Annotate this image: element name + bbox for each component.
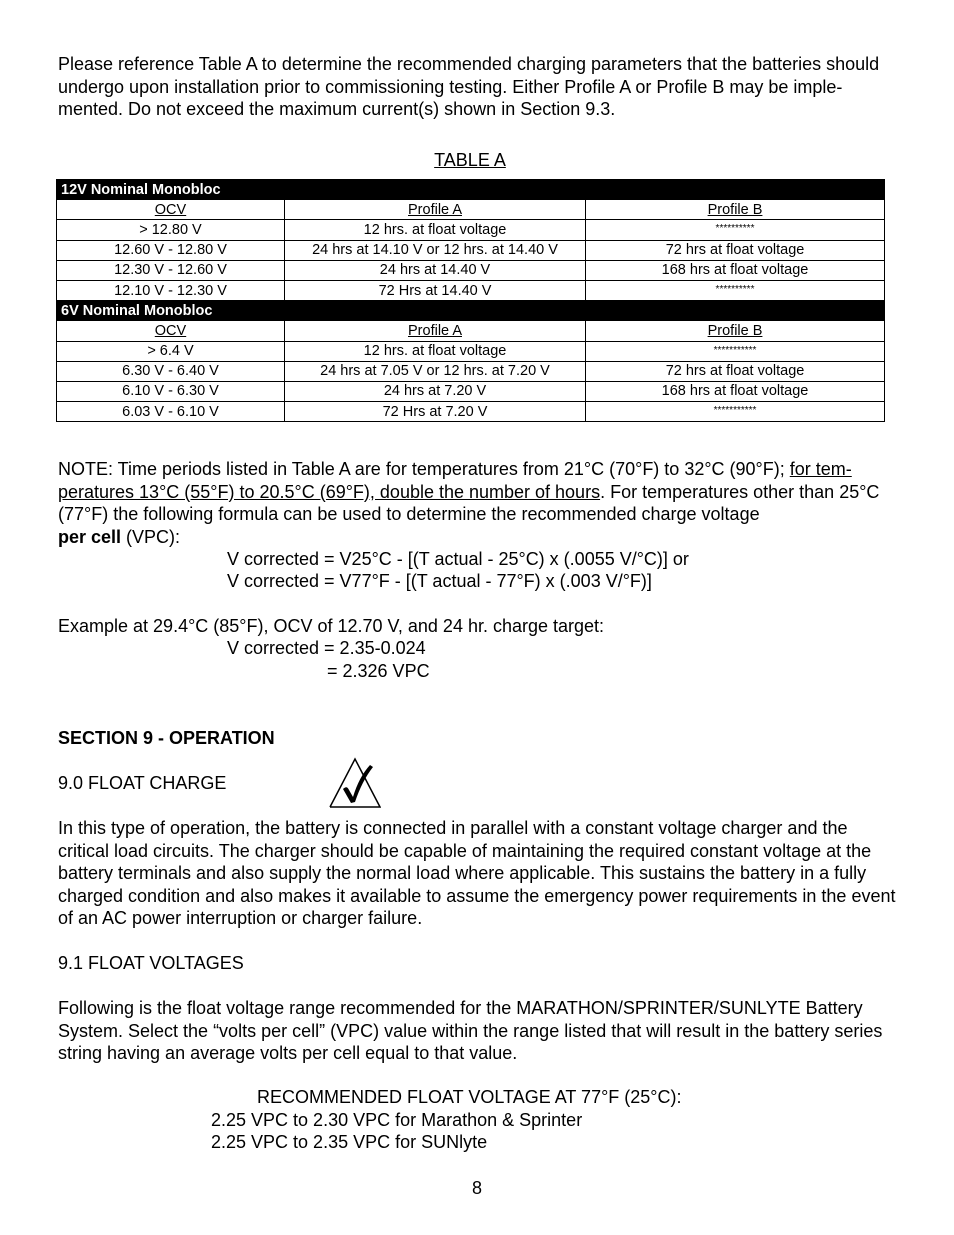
table-cell: 12.60 V - 12.80 V [57, 240, 285, 260]
table-cell: > 6.4 V [57, 341, 285, 361]
table-column-header: OCV [57, 321, 285, 341]
example-line-2: = 2.326 VPC [327, 661, 430, 681]
table-cell: 72 hrs at float voltage [586, 240, 885, 260]
recommended-marathon-sprinter: 2.25 VPC to 2.30 VPC for Marathon & Sprinter [211, 1110, 583, 1130]
table-row [57, 341, 885, 361]
table-row [57, 402, 885, 422]
table-column-header: Profile B [586, 200, 885, 220]
note-underlined: for tem-peratures 13°C (55°F) to 20.5°C (69°F), double the number of hours [58, 459, 852, 502]
table-cell: > 12.80 V [57, 220, 285, 240]
table-cell: 6.10 V - 6.30 V [57, 381, 285, 401]
table-cell: 24 hrs at 14.40 V [285, 260, 586, 280]
table-column-header: Profile B [586, 321, 885, 341]
table-title: TABLE A [434, 150, 506, 170]
formula-fahrenheit: V corrected = V77°F - [(T actual - 77°F) x (.003 V/°F)] [227, 571, 652, 591]
table-cell: 72 Hrs at 14.40 V [285, 280, 586, 300]
table-cell: 12 hrs. at float voltage [285, 341, 586, 361]
table-row [57, 260, 885, 280]
float-charge-heading: 9.0 FLOAT CHARGE [58, 773, 227, 793]
example-text: Example at 29.4°C (85°F), OCV of 12.70 V, and 24 hr. charge target: [58, 616, 605, 636]
table-cell: 168 hrs at float voltage [586, 260, 885, 280]
table-section-header: 12V Nominal Monobloc [57, 180, 885, 200]
table-cell: 6.03 V - 6.10 V [57, 402, 285, 422]
table-cell: ********** [586, 220, 885, 240]
table-column-header: Profile A [285, 321, 586, 341]
table-row [57, 280, 885, 300]
section-9-title: SECTION 9 - OPERATION [58, 728, 275, 748]
table-cell: 6.30 V - 6.40 V [57, 361, 285, 381]
table-cell: ********** [586, 280, 885, 300]
float-charge-text: In this type of operation, the battery is connected in parallel with a constant voltage charger and the critical load circuits. The charger should be capable of maintaining the required constant voltage at the battery terminals and also supply the normal load where applicable. This sustains the battery in a fully charged condition and also makes it available to assume the emergency power requirements in the event of an AC power interruption or charger failure. [58, 818, 896, 928]
recommended-sunlyte: 2.25 VPC to 2.35 VPC for SUNlyte [211, 1132, 488, 1152]
float-voltages-text: Following is the float voltage range recommended for the MARATHON/SPRINTER/SUNLYTE Battery System. Select the “volts per cell” (VPC) value within the range listed that will result in the battery series string having an average volts per cell equal to that value. [58, 998, 883, 1063]
charging-table [56, 179, 885, 422]
note-bold: per cell [58, 526, 122, 547]
table-column-header: Profile A [285, 200, 586, 220]
page-number: 8 [471, 1178, 482, 1198]
note-paragraph: NOTE: Time periods listed in Table A are for temperatures from 21°C (70°F) to 32°C (90°F); for tem-peratures 13°C (55°F) to 20.5°C (69°F), double the number of hours. For temperatures other than 25°C (77°F) the following formula can be used to determine the recommended charge voltage per cell (VPC): [58, 459, 880, 547]
table-column-header: OCV [57, 200, 285, 220]
table-cell: 12 hrs. at float voltage [285, 220, 586, 240]
table-cell: 24 hrs at 7.05 V or 12 hrs. at 7.20 V [285, 361, 586, 381]
table-cell: *********** [586, 402, 885, 422]
table-section-header: 6V Nominal Monobloc [57, 301, 885, 321]
table-cell: 72 hrs at float voltage [586, 361, 885, 381]
check-in-triangle-icon [329, 757, 381, 809]
table-row [57, 361, 885, 381]
table-row [57, 240, 885, 260]
table-cell: *********** [586, 341, 885, 361]
float-voltages-heading: 9.1 FLOAT VOLTAGES [58, 953, 244, 973]
table-cell: 24 hrs at 7.20 V [285, 381, 586, 401]
table-cell: 168 hrs at float voltage [586, 381, 885, 401]
example-line-1: V corrected = 2.35-0.024 [227, 638, 426, 658]
table-cell: 24 hrs at 14.10 V or 12 hrs. at 14.40 V [285, 240, 586, 260]
table-cell: 72 Hrs at 7.20 V [285, 402, 586, 422]
formula-celsius: V corrected = V25°C - [(T actual - 25°C) x (.0055 V/°C)] or [227, 549, 689, 569]
intro-paragraph: Please reference Table A to determine the recommended charging parameters that the batteries should undergo upon installation prior to commissioning testing. Either Profile A or Profile B may be imple-mented. Do not exceed the maximum current(s) shown in Section 9.3. [58, 54, 880, 119]
recommended-title: RECOMMENDED FLOAT VOLTAGE AT 77°F (25°C): [257, 1087, 682, 1107]
table-row [57, 220, 885, 240]
table-cell: 12.10 V - 12.30 V [57, 280, 285, 300]
table-cell: 12.30 V - 12.60 V [57, 260, 285, 280]
table-row [57, 381, 885, 401]
